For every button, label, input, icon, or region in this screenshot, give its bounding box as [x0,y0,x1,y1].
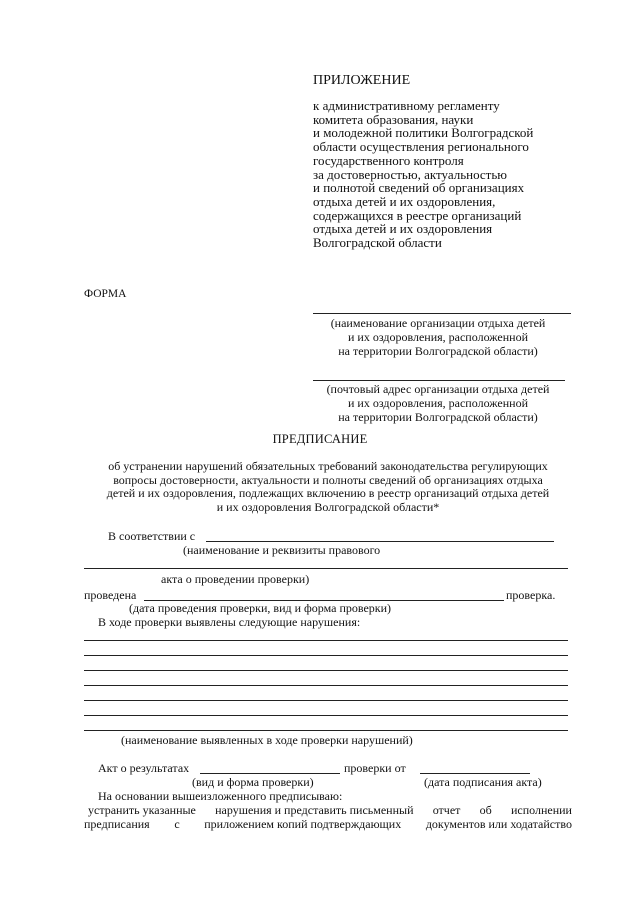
appendix-line: за достоверностью, актуальностью [313,166,508,182]
instruction-word: предписания [84,817,150,831]
conducted-suffix: проверка. [506,588,556,602]
subtitle-line: вопросы достоверности, актуальности и полноты сведений об организациях отдыха [113,472,543,487]
inspection-caption: (дата проведения проверки, вид и форма проверки) [129,601,392,615]
instruction-word: с [174,817,180,831]
caption-line: на территории Волгоградской области) [338,344,538,358]
legal-act-caption: (наименование и реквизиты правового [183,543,381,557]
subtitle-line: и их оздоровления Волгоградской области* [216,499,440,514]
org-name-caption [303,316,573,358]
caption-line: и их оздоровления, расположенной [348,396,528,410]
caption-line: (почтовый адрес организации отдыха детей [326,382,550,396]
legal-act-field-line-2[interactable] [84,568,568,569]
document-subtitle [84,460,572,514]
instruction-word: об [479,803,492,817]
act-date-caption: (дата подписания акта) [424,775,542,789]
caption-line: (наименование организации отдыха детей [330,316,546,330]
instruction-word: отчет [432,803,461,817]
inspection-act-caption: акта о проведении проверки) [161,572,310,586]
subtitle-line: об устранении нарушений обязательных требований законодательства регулирующих [108,459,548,473]
instruction-word: нарушения и представить письменный [215,803,414,817]
act-results-label: Акт о результатах [98,761,190,775]
appendix-line: к административному регламенту [313,98,500,113]
act-type-field-line[interactable] [200,773,340,774]
caption-line: и их оздоровления, расположенной [348,330,528,344]
violation-line[interactable] [84,715,568,716]
appendix-line: области осуществления регионального [313,139,529,155]
appendix-text [313,99,593,250]
instruction-line-2 [84,817,572,831]
subtitle-line: детей и их оздоровления, подлежащих включению в реестр организаций отдыха детей [106,486,550,500]
violation-line[interactable] [84,730,568,731]
appendix-line: Волгоградской области [313,235,442,251]
violations-intro: В ходе проверки выявлены следующие нарушения: [98,615,361,629]
appendix-title: ПРИЛОЖЕНИЕ [313,73,411,88]
caption-line: на территории Волгоградской области) [338,410,538,424]
instruction-word: документов или ходатайство [425,817,572,831]
org-address-caption [303,382,573,424]
org-name-field-line[interactable] [313,313,571,314]
accordance-label: В соответствии с [108,529,196,543]
instruction-line-1 [88,803,572,817]
based-on-label: На основании вышеизложенного предписываю: [98,789,343,803]
org-address-field-line[interactable] [313,380,565,381]
appendix-line: и полнотой сведений об организациях [313,180,525,196]
act-results-middle: проверки от [344,761,406,775]
legal-act-field-line[interactable] [206,541,554,542]
instruction-word: устранить указанные [88,803,196,817]
violation-line[interactable] [84,640,568,641]
appendix-line: государственного контроля [313,152,464,168]
appendix-line: отдыха детей и их оздоровления [313,221,493,237]
document-title: ПРЕДПИСАНИЕ [272,432,368,446]
act-type-caption: (вид и форма проверки) [192,775,314,789]
violation-line[interactable] [84,670,568,671]
violation-line[interactable] [84,685,568,686]
form-label: ФОРМА [84,288,127,300]
instruction-word: приложением копий подтверждающих [204,817,402,831]
violation-line[interactable] [84,655,568,656]
appendix-line: содержащихся в реестре организаций [313,207,522,223]
violations-caption: (наименование выявленных в ходе проверки нарушений) [121,733,413,747]
violation-line[interactable] [84,700,568,701]
appendix-line: и молодежной политики Волгоградской [313,125,534,141]
appendix-line: отдыха детей и их оздоровления, [313,193,496,209]
conducted-label: проведена [84,588,137,602]
instruction-word: исполнении [510,803,572,817]
act-date-field-line[interactable] [420,773,530,774]
appendix-line: комитета образования, науки [313,111,474,127]
